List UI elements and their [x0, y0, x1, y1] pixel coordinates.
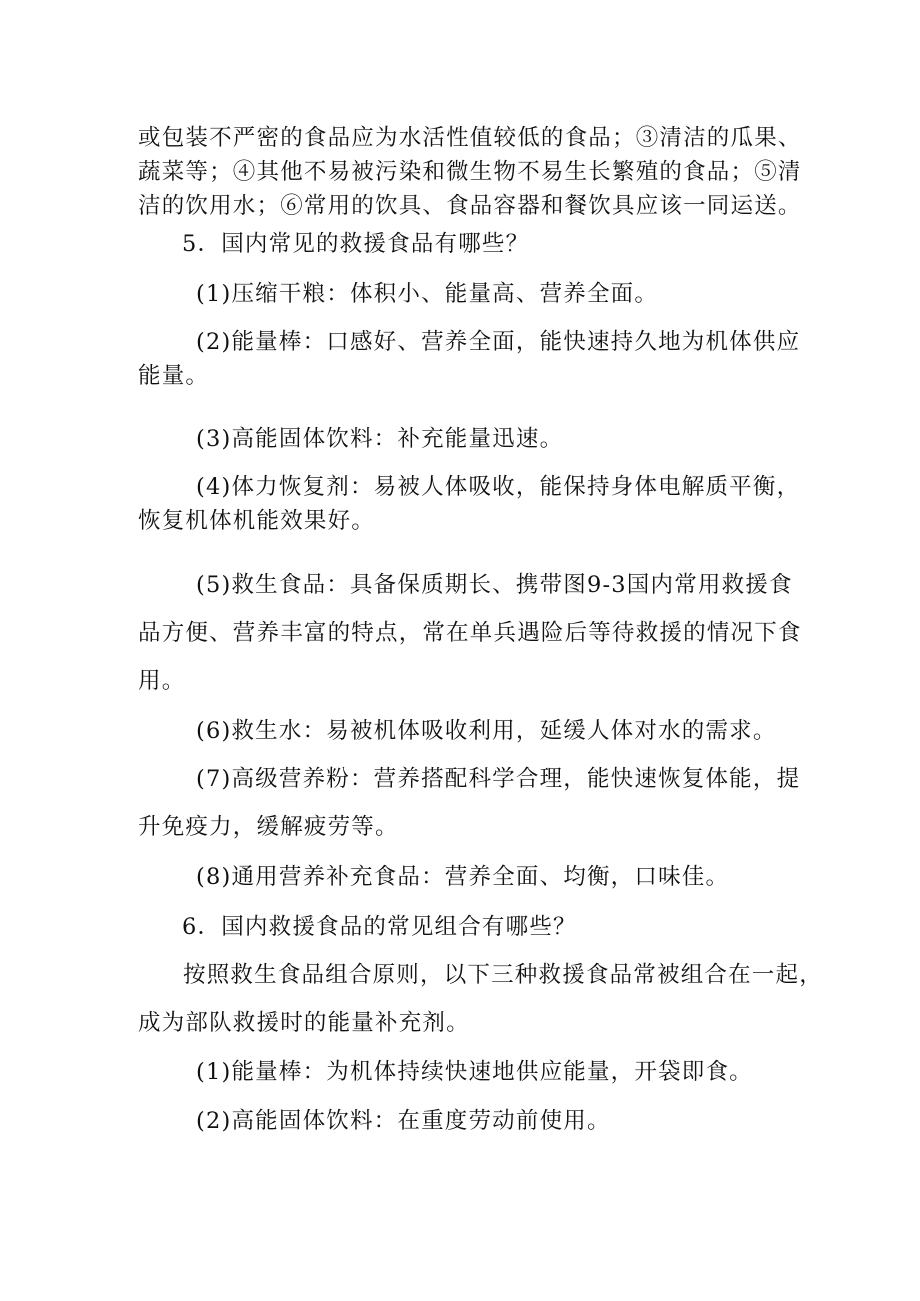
q5-item-3: [196, 422, 856, 456]
text-line: (2)能量棒：口感好、营养全面，能快速持久地为机体供应: [196, 329, 801, 355]
text-line: 或包装不严密的食品应为水活性值较低的食品；③清洁的瓜果、: [138, 125, 802, 151]
text-line: 蔬菜等；④其他不易被污染和微生物不易生长繁殖的食品；⑤清: [138, 159, 802, 185]
text-line: 品方便、营养丰富的特点，常在单兵遇险后等待救援的情况下食: [138, 620, 802, 646]
q5-item-7: [138, 762, 801, 844]
text-line: 升免疫力，缓解疲劳等。: [138, 814, 399, 840]
paragraph-food-transport: [138, 121, 802, 223]
question-5-heading: 5．国内常见的救援食品有哪些？: [182, 231, 530, 257]
text-line: (6)救生水：易被机体吸收利用，延缓人体对水的需求。: [196, 718, 777, 744]
text-line: (2)高能固体饮料：在重度劳动前使用。: [196, 1108, 611, 1134]
q5-item-5: [138, 568, 802, 698]
q5-item-1: [196, 277, 856, 311]
text-line: 按照救生食品组合原则，以下三种救援食品常被组合在一起，: [183, 962, 823, 988]
text-line: 成为部队救援时的能量补充剂。: [138, 1010, 470, 1036]
question-6-heading: 6．国内救援食品的常见组合有哪些？: [182, 914, 577, 940]
text-line: (7)高级营养粉：营养搭配科学合理，能快速恢复体能，提: [196, 766, 801, 792]
text-line: 用。: [138, 668, 186, 694]
q5-item-2: [138, 325, 801, 393]
text-line: (1)压缩干粮：体积小、能量高、营养全面。: [196, 281, 659, 307]
q6-item-2: [196, 1104, 856, 1138]
text-line: (8)通用营养补充食品：营养全面、均衡，口味佳。: [196, 864, 730, 890]
q5-item-8: [196, 860, 856, 894]
q5-item-6: [196, 714, 856, 748]
text-line: (3)高能固体饮料：补充能量迅速。: [196, 426, 564, 452]
q6-intro: [138, 958, 823, 1040]
q6-item-1: [196, 1055, 856, 1089]
text-line: (5)救生食品：具备保质期长、携带图9-3国内常用救援食: [196, 572, 793, 598]
text-line: 恢复机体机能效果好。: [138, 508, 376, 534]
text-line: (1)能量棒：为机体持续快速地供应能量，开袋即食。: [196, 1059, 753, 1085]
text-line: 洁的饮用水；⑥常用的饮具、食品容器和餐饮具应该一同运送。: [138, 193, 802, 219]
text-line: 能量。: [138, 363, 210, 389]
text-line: (4)体力恢复剂：易被人体吸收，能保持身体电解质平衡，: [196, 474, 801, 500]
q5-item-4: [138, 470, 801, 538]
